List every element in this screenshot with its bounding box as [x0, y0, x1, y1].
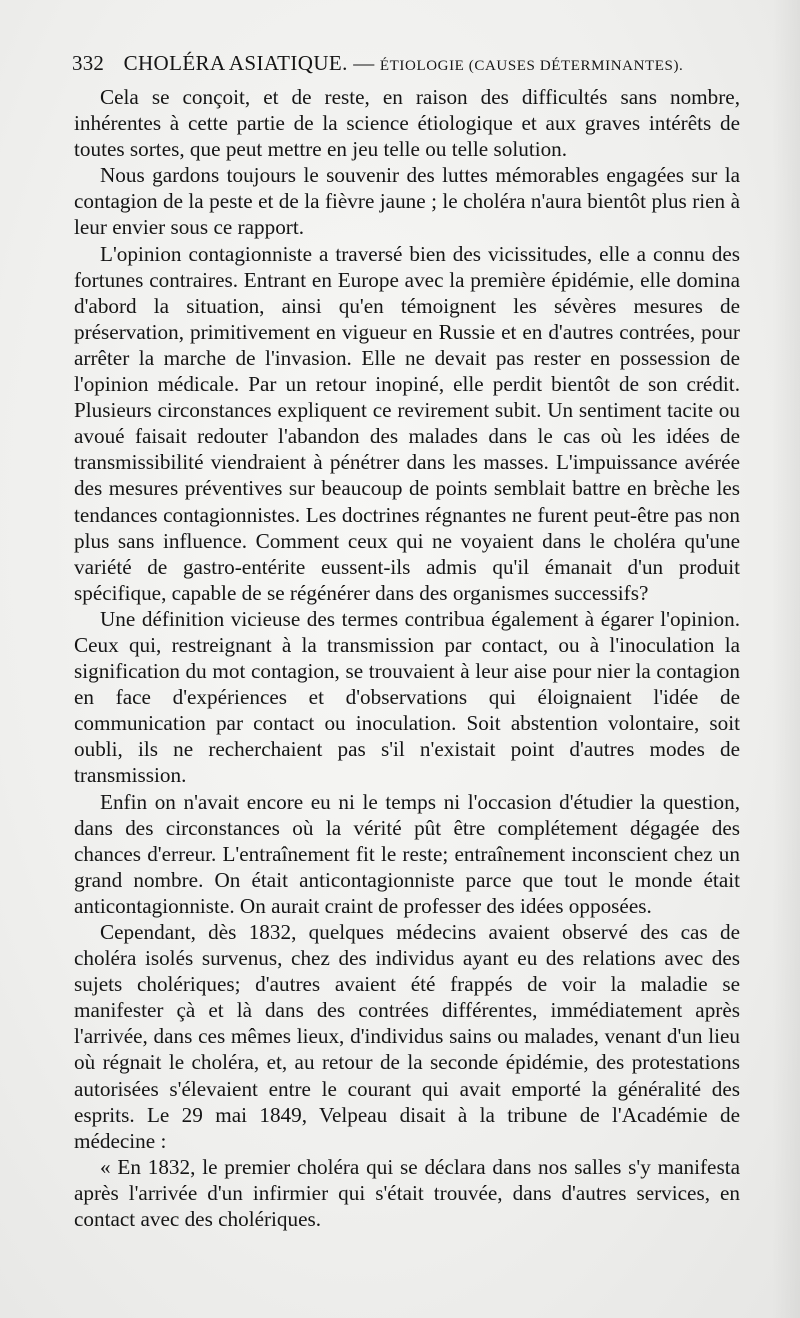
header-dash: — — [353, 51, 375, 75]
page-number: 332 — [72, 51, 105, 75]
paragraph-7-quote: « En 1832, le premier choléra qui se déclara dans nos salles s'y manifesta après l'arrivée d'un infirmier qui s'était trouvée, dans d'autres services, en contact avec des cholériques. — [74, 1154, 740, 1232]
body-text — [74, 84, 740, 1232]
paragraph-1: Cela se conçoit, et de reste, en raison des difficultés sans nombre, inhérentes à cette partie de la science étiologique et aux graves intérêts de toutes sortes, que peut mettre en jeu telle ou telle solution. — [74, 85, 740, 162]
paragraph-6: Cependant, dès 1832, quelques médecins avaient observé des cas de choléra isolés survenus, chez des individus ayant eu des relations avec des sujets cholériques; d'autres avaient été frappés de voir la maladie se manifester çà et là dans des contrées différentes, immédiatement après l'arrivée, dans ces mêmes lieux, d'individus sains ou malades, venant d'un lieu où régnait le choléra, et, au retour de la seconde épidémie, des protestations autorisées s'élevaient entre le courant qui avait emporté la généralité des esprits. Le 29 mai 1849, Velpeau disait à la tribune de l'Académie de médecine : — [74, 920, 740, 1153]
paragraph-4: Une définition vicieuse des termes contribua également à égarer l'opinion. Ceux qui, restreignant à la transmission par contact, ou à l'inoculation la signification du mot contagion, se trouvaient à leur aise pour nier la contagion en face d'expériences et d'observations qui éloignaient l'idée de communication par contact ou inoculation. Soit abstention volontaire, soit oubli, ils ne recherchaient pas s'il n'existait point d'autres modes de transmission. — [74, 606, 740, 788]
running-title: CHOLÉRA ASIATIQUE. — [123, 51, 348, 75]
section-title: ÉTIOLOGIE (CAUSES DÉTERMINANTES). — [379, 58, 684, 74]
paragraph-3: L'opinion contagionniste a traversé bien des vicissitudes, elle a connu des fortunes contraires. Entrant en Europe avec la première épidémie, elle domina d'abord la situation, ainsi qu'en témoignent les sévères mesures de préservation, primitivement en vigueur en Russie et en d'autres contrées, pour arrêter la marche de l'invasion. Elle ne devait pas rester en possession de l'opinion médicale. Par un retour inopiné, elle perdit bientôt de son crédit. Plusieurs circonstances expliquent ce revirement subit. Un sentiment tacite ou avoué faisait redouter l'abandon des malades dans le cas où les idées de transmissibilité viendraient à pénétrer dans les masses. L'impuissance avérée des mesures préventives sur beaucoup de points semblait battre en brèche les tendances contagionnistes. Les doctrines régnantes ne furent peut-être pas non plus sans influence. Comment ceux qui ne voyaient dans le choléra qu'une variété de gastro-entérite eussent-ils admis qu'il émanait d'un produit spécifique, capable de se régénérer dans des organismes successifs? — [74, 241, 740, 605]
paragraph-2: Nous gardons toujours le souvenir des luttes mémorables engagées sur la contagion de la peste et de la fièvre jaune ; le choléra n'aura bientôt plus rien à leur envier sous ce rapport. — [74, 163, 740, 240]
paragraph-5: Enfin on n'avait encore eu ni le temps ni l'occasion d'étudier la question, dans des circonstances où la vérité pût être complétement dégagée des chances d'erreur. L'entraînement fit le reste; entraînement inconscient chez un grand nombre. On était anticontagionniste parce que tout le monde était anticontagionniste. On aurait craint de professer des idées opposées. — [74, 789, 740, 918]
page-header — [72, 48, 752, 78]
page-edge-shadow — [772, 0, 800, 1318]
